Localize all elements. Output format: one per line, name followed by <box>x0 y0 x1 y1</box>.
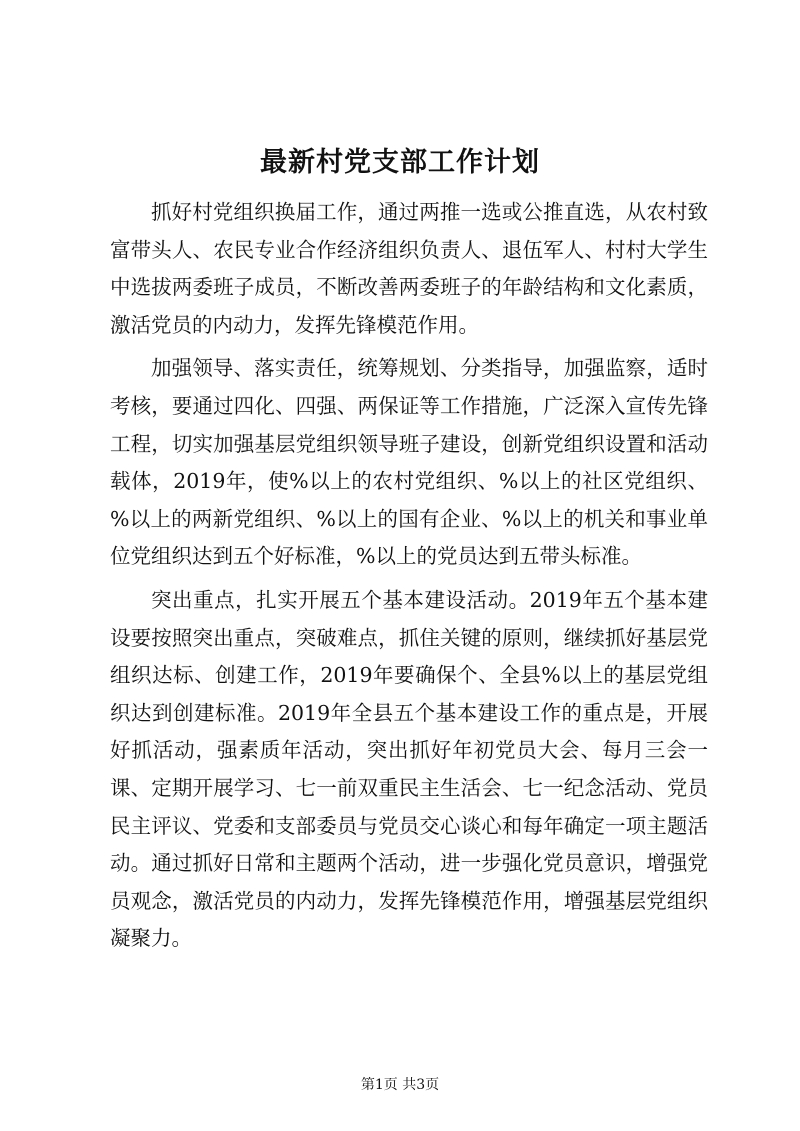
page-number-footer: 第1页 共3页 <box>360 1077 440 1093</box>
document-title: 最新村党支部工作计划 <box>260 147 540 178</box>
paragraph-1: 抓好村党组织换届工作，通过两推一选或公推直选，从农村致富带头人、农民专业合作经济组织负责人、退伍军人、村村大学生中选拔两委班子成员，不断改善两委班子的年龄结构和文化素质，激活党员的内动力，发挥先锋模范作用。 <box>110 200 708 337</box>
document-body <box>110 194 708 964</box>
paragraph-2: 加强领导、落实责任，统筹规划、分类指导，加强监察，适时考核，要通过四化、四强、两保证等工作措施，广泛深入宣传先锋工程，切实加强基层党组织领导班子建设，创新党组织设置和活动载体，2019年，使%以上的农村党组织、%以上的社区党组织、%以上的两新党组织、%以上的国有企业、%以上的机关和事业单位党组织达到五个好标准，%以上的党员达到五带头标准。 <box>110 356 708 569</box>
paragraph-3: 突出重点，扎实开展五个基本建设活动。2019年五个基本建设要按照突出重点，突破难点，抓住关键的原则，继续抓好基层党组织达标、创建工作，2019年要确保个、全县%以上的基层党组织达到创建标准。2019年全县五个基本建设工作的重点是，开展好抓活动，强素质年活动，突出抓好年初党员大会、每月三会一课、定期开展学习、七一前双重民主生活会、七一纪念活动、党员民主评议、党委和支部委员与党员交心谈心和每年确定一项主题活动。通过抓好日常和主题两个活动，进一步强化党员意识，增强党员观念，激活党员的内动力，发挥先锋模范作用，增强基层党组织凝聚力。 <box>110 587 708 951</box>
